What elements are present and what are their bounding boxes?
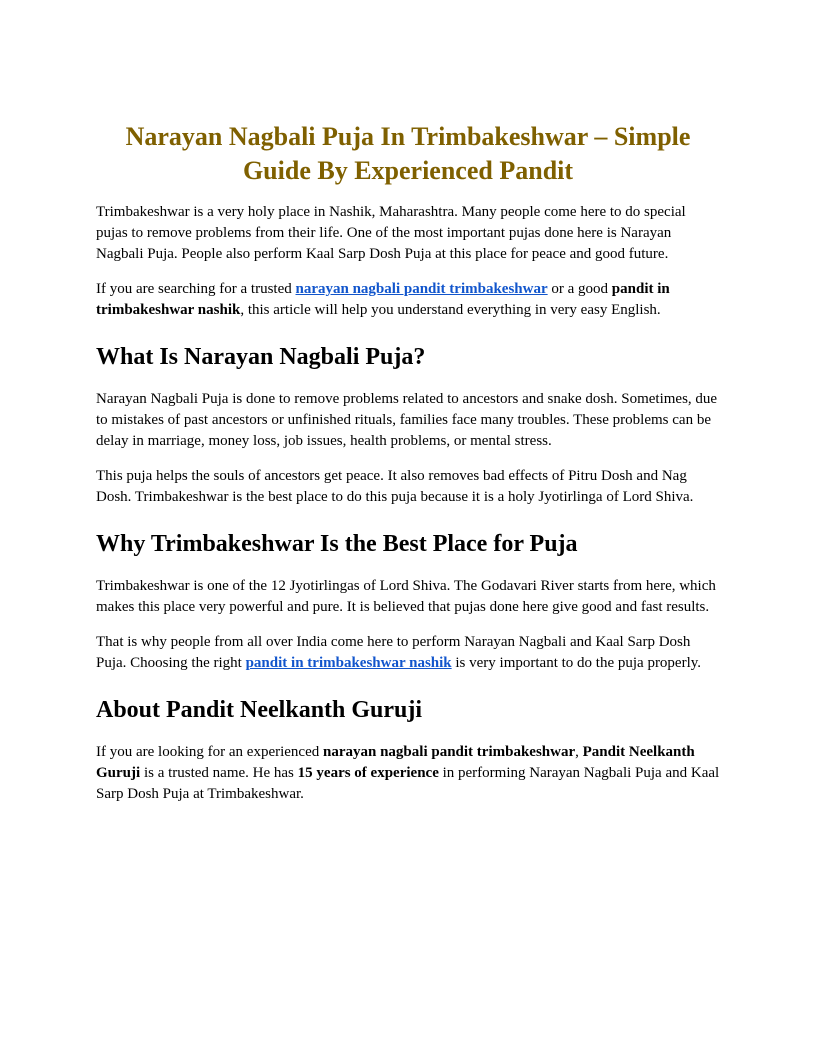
intro-paragraph-1: Trimbakeshwar is a very holy place in Nashik, Maharashtra. Many people come here to do special pujas to remove problems from their life. One of the most important pujas done here is Narayan Nagbali Puja. People also perform Kaal Sarp Dosh Puja at this place for peace and good future. — [96, 204, 686, 262]
about-paragraph-1 — [96, 742, 720, 805]
about-p1-bold-keyword: narayan nagbali pandit trimbakeshwar — [323, 744, 576, 760]
what-paragraph-2: This puja helps the souls of ancestors get peace. It also removes bad effects of Pitru Dosh and Nag Dosh. Trimbakeshwar is the best place to do this puja because it is a holy Jyotirlinga of Lord Shiva. — [96, 468, 694, 505]
narayan-nagbali-pandit-link[interactable]: narayan nagbali pandit trimbakeshwar — [295, 281, 548, 297]
about-p1-text-after: in performing Narayan Nagbali Puja and Kaal Sarp Dosh Puja at Trimbakeshwar. — [96, 765, 720, 802]
page-title: Narayan Nagbali Puja In Trimbakeshwar – Simple Guide By Experienced Pandit — [125, 122, 691, 185]
what-paragraph-1: Narayan Nagbali Puja is done to remove problems related to ancestors and snake dosh. Sometimes, due to mistakes of past ancestors or unfinished rituals, families face many troubles. These problems can be delay in marriage, money loss, job issues, health problems, or mental stress. — [96, 391, 718, 449]
why-paragraph-2 — [96, 632, 720, 674]
intro-paragraph-2 — [96, 279, 720, 321]
about-p1-separator: , — [575, 744, 583, 760]
about-p1-text-middle: is a trusted name. He has — [140, 765, 298, 781]
why-paragraph-1: Trimbakeshwar is one of the 12 Jyotirlingas of Lord Shiva. The Godavari River starts from here, which makes this place very powerful and pure. It is believed that pujas done here give good and fast results. — [96, 578, 716, 615]
intro-p2-text-before: If you are searching for a trusted — [96, 281, 296, 297]
intro-p2-text-middle: or a good — [547, 281, 612, 297]
why-p2-text-before: That is why people from all over India come here to perform Narayan Nagbali and Kaal Sarp Dosh Puja. Choosing the right — [96, 634, 691, 671]
intro-p2-bold-keyword: pandit in trimbakeshwar nashik — [96, 281, 670, 318]
about-p1-text-before: If you are looking for an experienced — [96, 744, 323, 760]
section-heading-why: Why Trimbakeshwar Is the Best Place for Puja — [96, 531, 578, 557]
about-p1-bold-experience: 15 years of experience — [297, 765, 439, 781]
section-heading-about: About Pandit Neelkanth Guruji — [96, 697, 423, 723]
intro-p2-text-after: , this article will help you understand everything in very easy English. — [240, 302, 661, 318]
section-heading-what-is: What Is Narayan Nagbali Puja? — [96, 344, 426, 370]
about-p1-bold-name: Pandit Neelkanth Guruji — [96, 744, 695, 781]
pandit-trimbakeshwar-nashik-link[interactable]: pandit in trimbakeshwar nashik — [245, 655, 452, 671]
why-p2-text-after: is very important to do the puja properly. — [451, 655, 702, 671]
